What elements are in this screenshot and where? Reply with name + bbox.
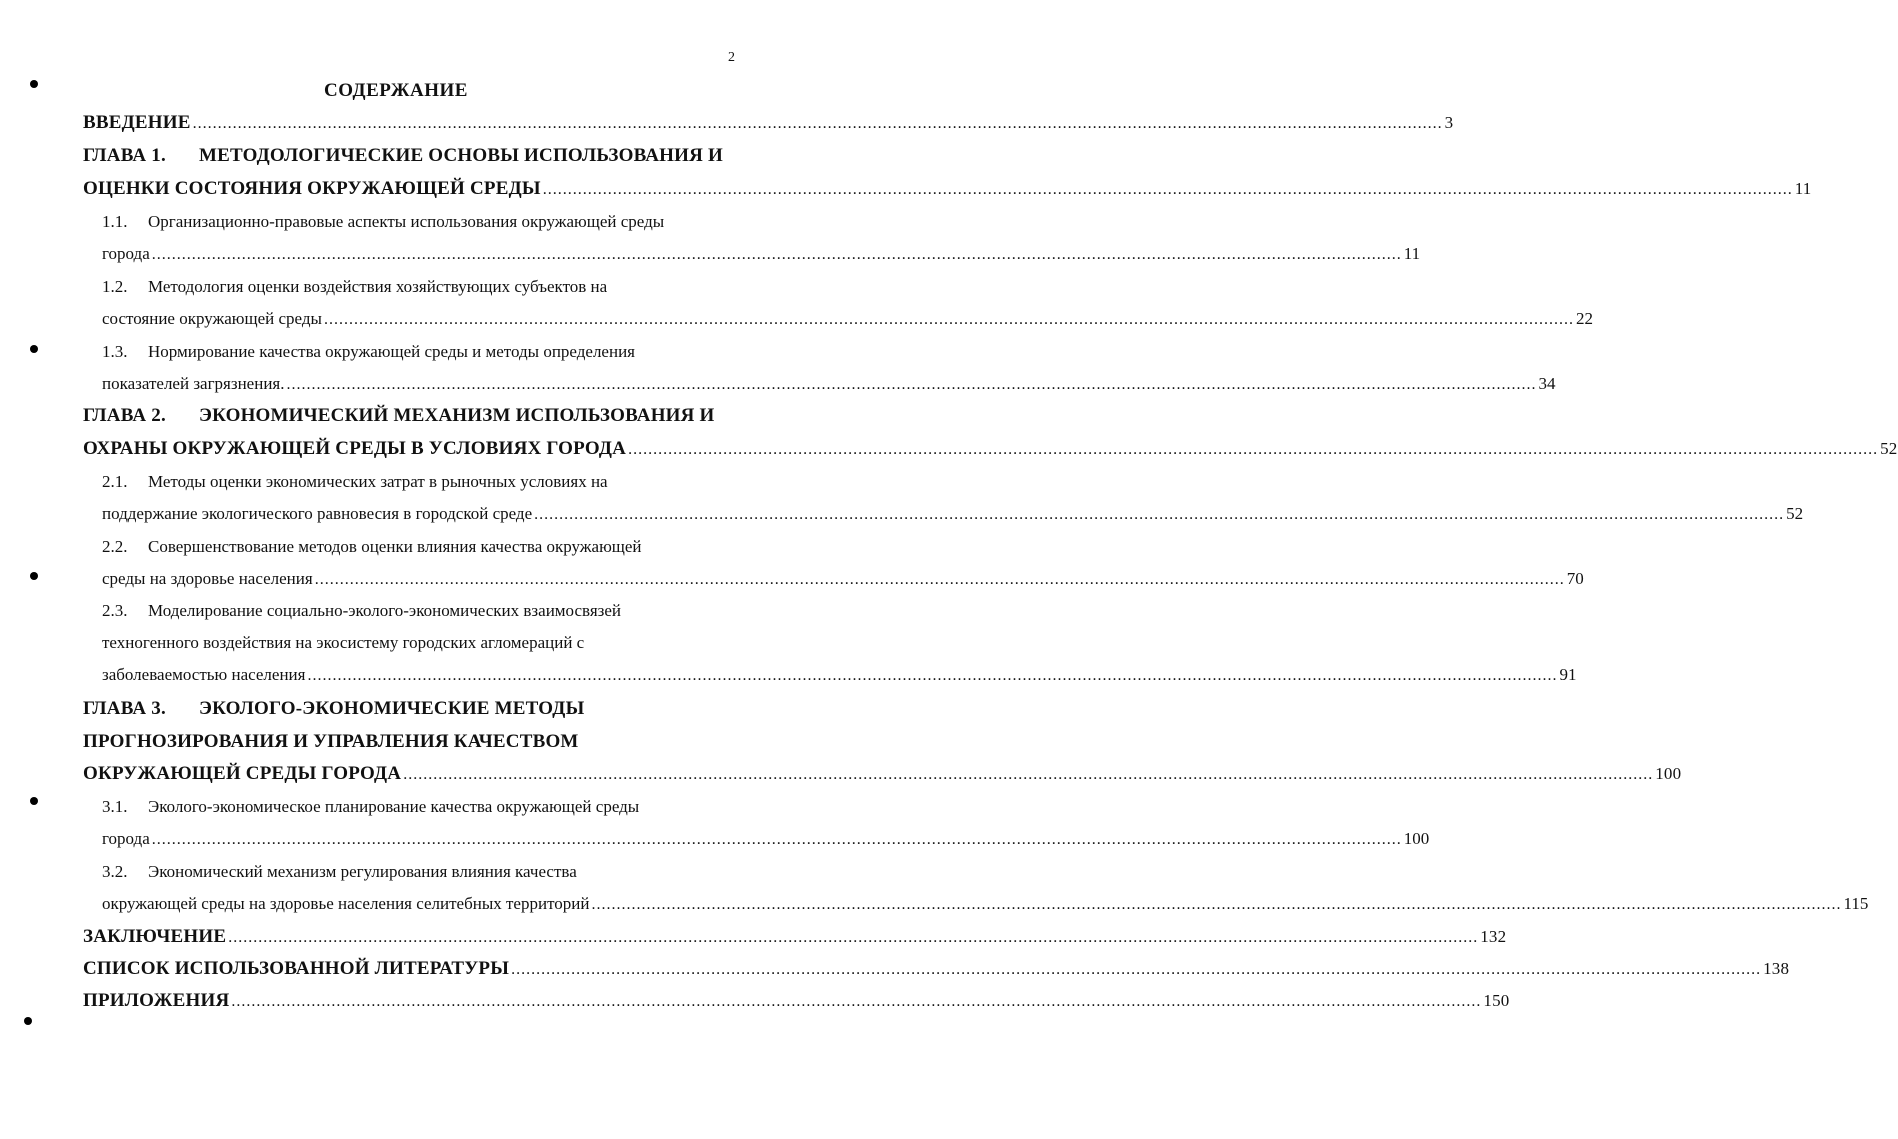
section-title-line: заболеваемостью населения bbox=[102, 665, 306, 684]
section-title-line: Совершенствование методов оценки влияния качества окружающей bbox=[148, 537, 642, 556]
toc-section-1-2-line-1[interactable] bbox=[102, 275, 738, 299]
chapter-title-line: МЕТОДОЛОГИЧЕСКИЕ ОСНОВЫ ИСПОЛЬЗОВАНИЯ И bbox=[199, 145, 723, 166]
toc-section-1-3-line-1[interactable] bbox=[102, 340, 738, 364]
toc-entry-text: ВВЕДЕНИЕ bbox=[83, 112, 191, 133]
toc-section-1-1-line-1[interactable] bbox=[102, 210, 738, 234]
toc-section-2-1-line-2[interactable] bbox=[102, 502, 1804, 526]
toc-section-2-2-line-2[interactable] bbox=[102, 567, 1584, 591]
section-number: 2.2. bbox=[102, 537, 128, 556]
section-title-line: техногенного воздействия на экосистему городских агломераций с bbox=[102, 633, 585, 652]
toc-section-2-3-line-3[interactable] bbox=[102, 663, 1577, 687]
toc-page-number: 52 bbox=[1786, 504, 1804, 523]
toc-page-number: 100 bbox=[1655, 764, 1682, 783]
toc-chapter-1-line-2[interactable] bbox=[83, 177, 1812, 201]
toc-chapter-3-line-3[interactable] bbox=[83, 762, 1682, 786]
toc-page-number: 132 bbox=[1480, 927, 1507, 946]
chapter-title-line: ПРОГНОЗИРОВАНИЯ И УПРАВЛЕНИЯ КАЧЕСТВОМ bbox=[83, 731, 579, 752]
section-number: 2.3. bbox=[102, 601, 128, 620]
section-number: 1.1. bbox=[102, 212, 128, 231]
dot-leader: .......................................................................................................................................................................................................................................................... bbox=[403, 766, 1654, 783]
section-title-line: Нормирование качества окружающей среды и методы определения bbox=[148, 342, 635, 361]
dot-leader: .......................................................................................................................................................................................................................................................... bbox=[314, 571, 1565, 588]
toc-chapter-2-line-1[interactable] bbox=[83, 404, 738, 428]
section-title-line: города bbox=[102, 244, 150, 263]
toc-page-number: 150 bbox=[1483, 991, 1510, 1010]
toc-page-number: 100 bbox=[1403, 829, 1430, 848]
chapter-number: ГЛАВА 3. bbox=[83, 698, 166, 719]
toc-page-number: 34 bbox=[1538, 374, 1556, 393]
section-number: 3.1. bbox=[102, 797, 128, 816]
section-number: 3.2. bbox=[102, 862, 128, 881]
dot-leader: .......................................................................................................................................................................................................................................................... bbox=[511, 961, 1762, 978]
toc-section-3-1-line-1[interactable] bbox=[102, 795, 738, 819]
toc-section-3-2-line-1[interactable] bbox=[102, 860, 738, 884]
toc-entry-intro[interactable] bbox=[83, 111, 1454, 135]
dot-leader: .......................................................................................................................................................................................................................................................... bbox=[591, 896, 1842, 913]
toc-section-2-3-line-2[interactable] bbox=[102, 631, 738, 655]
section-title-line: показателей загрязнения. bbox=[102, 374, 285, 393]
toc-page-number: 3 bbox=[1444, 113, 1454, 132]
binding-hole-mark bbox=[30, 345, 38, 353]
toc-section-1-3-line-2[interactable] bbox=[102, 372, 1556, 396]
toc-section-1-1-line-2[interactable] bbox=[102, 242, 1421, 266]
toc-section-1-2-line-2[interactable] bbox=[102, 307, 1593, 331]
dot-leader: .......................................................................................................................................................................................................................................................... bbox=[542, 181, 1793, 198]
binding-hole-mark bbox=[30, 797, 38, 805]
dot-leader: .......................................................................................................................................................................................................................................................... bbox=[534, 506, 1785, 523]
toc-chapter-3-line-2[interactable] bbox=[83, 730, 738, 754]
section-number: 1.3. bbox=[102, 342, 128, 361]
section-title-line: Организационно-правовые аспекты использования окружающей среды bbox=[148, 212, 665, 231]
toc-page-number: 22 bbox=[1575, 309, 1593, 328]
chapter-number: ГЛАВА 1. bbox=[83, 145, 166, 166]
section-number: 1.2. bbox=[102, 277, 128, 296]
toc-page-number: 70 bbox=[1566, 569, 1584, 588]
section-number: 2.1. bbox=[102, 472, 128, 491]
section-title-line: поддержание экологического равновесия в городской среде bbox=[102, 504, 533, 523]
toc-chapter-2-line-2[interactable] bbox=[83, 437, 1898, 461]
toc-page-number: 138 bbox=[1763, 959, 1790, 978]
dot-leader: .......................................................................................................................................................................................................................................................... bbox=[307, 667, 1558, 684]
chapter-title-line: ОЦЕНКИ СОСТОЯНИЯ ОКРУЖАЮЩЕЙ СРЕДЫ bbox=[83, 178, 541, 199]
toc-section-3-1-line-2[interactable] bbox=[102, 827, 1430, 851]
section-title-line: Эколого-экономическое планирование качества окружающей среды bbox=[148, 797, 640, 816]
toc-entry-conclusion[interactable] bbox=[83, 925, 1507, 949]
toc-entry-text: СПИСОК ИСПОЛЬЗОВАННОЙ ЛИТЕРАТУРЫ bbox=[83, 958, 510, 979]
chapter-title-line: ОХРАНЫ ОКРУЖАЮЩЕЙ СРЕДЫ В УСЛОВИЯХ ГОРОДА bbox=[83, 438, 627, 459]
section-title-line: Методология оценки воздействия хозяйствующих субъектов на bbox=[148, 277, 608, 296]
dot-leader: .......................................................................................................................................................................................................................................................... bbox=[323, 311, 1574, 328]
section-title-line: города bbox=[102, 829, 150, 848]
dot-leader: .......................................................................................................................................................................................................................................................... bbox=[231, 993, 1482, 1010]
page-number: 2 bbox=[728, 50, 735, 65]
dot-leader: .......................................................................................................................................................................................................................................................... bbox=[286, 376, 1537, 393]
dot-leader: .......................................................................................................................................................................................................................................................... bbox=[151, 831, 1402, 848]
section-title-line: состояние окружающей среды bbox=[102, 309, 322, 328]
section-title-line: окружающей среды на здоровье населения селитебных территорий bbox=[102, 894, 590, 913]
page-title: СОДЕРЖАНИЕ bbox=[324, 80, 468, 101]
toc-page-number: 91 bbox=[1559, 665, 1577, 684]
dot-leader: .......................................................................................................................................................................................................................................................... bbox=[628, 441, 1879, 458]
section-title-line: среды на здоровье населения bbox=[102, 569, 313, 588]
chapter-title-line: ОКРУЖАЮЩЕЙ СРЕДЫ ГОРОДА bbox=[83, 763, 402, 784]
toc-section-2-2-line-1[interactable] bbox=[102, 535, 738, 559]
toc-page-number: 11 bbox=[1794, 179, 1812, 198]
dot-leader: .......................................................................................................................................................................................................................................................... bbox=[192, 115, 1443, 132]
toc-entry-text: ЗАКЛЮЧЕНИЕ bbox=[83, 926, 227, 947]
toc-entry-literature[interactable] bbox=[83, 957, 1790, 981]
section-title-line: Моделирование социально-эколого-экономических взаимосвязей bbox=[148, 601, 621, 620]
toc-entry-text: ПРИЛОЖЕНИЯ bbox=[83, 990, 230, 1011]
toc-chapter-3-line-1[interactable] bbox=[83, 697, 738, 721]
chapter-title-line: ЭКОНОМИЧЕСКИЙ МЕХАНИЗМ ИСПОЛЬЗОВАНИЯ И bbox=[199, 405, 715, 426]
toc-section-2-1-line-1[interactable] bbox=[102, 470, 738, 494]
toc-entry-appendix[interactable] bbox=[83, 989, 1510, 1013]
chapter-title-line: ЭКОЛОГО-ЭКОНОМИЧЕСКИЕ МЕТОДЫ bbox=[199, 698, 585, 719]
toc-section-3-2-line-2[interactable] bbox=[102, 892, 1869, 916]
binding-hole-mark bbox=[24, 1017, 32, 1025]
binding-hole-mark bbox=[30, 572, 38, 580]
section-title-line: Методы оценки экономических затрат в рыночных условиях на bbox=[148, 472, 608, 491]
dot-leader: .......................................................................................................................................................................................................................................................... bbox=[151, 246, 1402, 263]
toc-chapter-1-line-1[interactable] bbox=[83, 144, 738, 168]
toc-page-number: 115 bbox=[1843, 894, 1869, 913]
toc-section-2-3-line-1[interactable] bbox=[102, 599, 738, 623]
section-title-line: Экономический механизм регулирования влияния качества bbox=[148, 862, 577, 881]
chapter-number: ГЛАВА 2. bbox=[83, 405, 166, 426]
dot-leader: .......................................................................................................................................................................................................................................................... bbox=[228, 929, 1479, 946]
toc-page-number: 52 bbox=[1880, 439, 1898, 458]
toc-page-number: 11 bbox=[1403, 244, 1421, 263]
